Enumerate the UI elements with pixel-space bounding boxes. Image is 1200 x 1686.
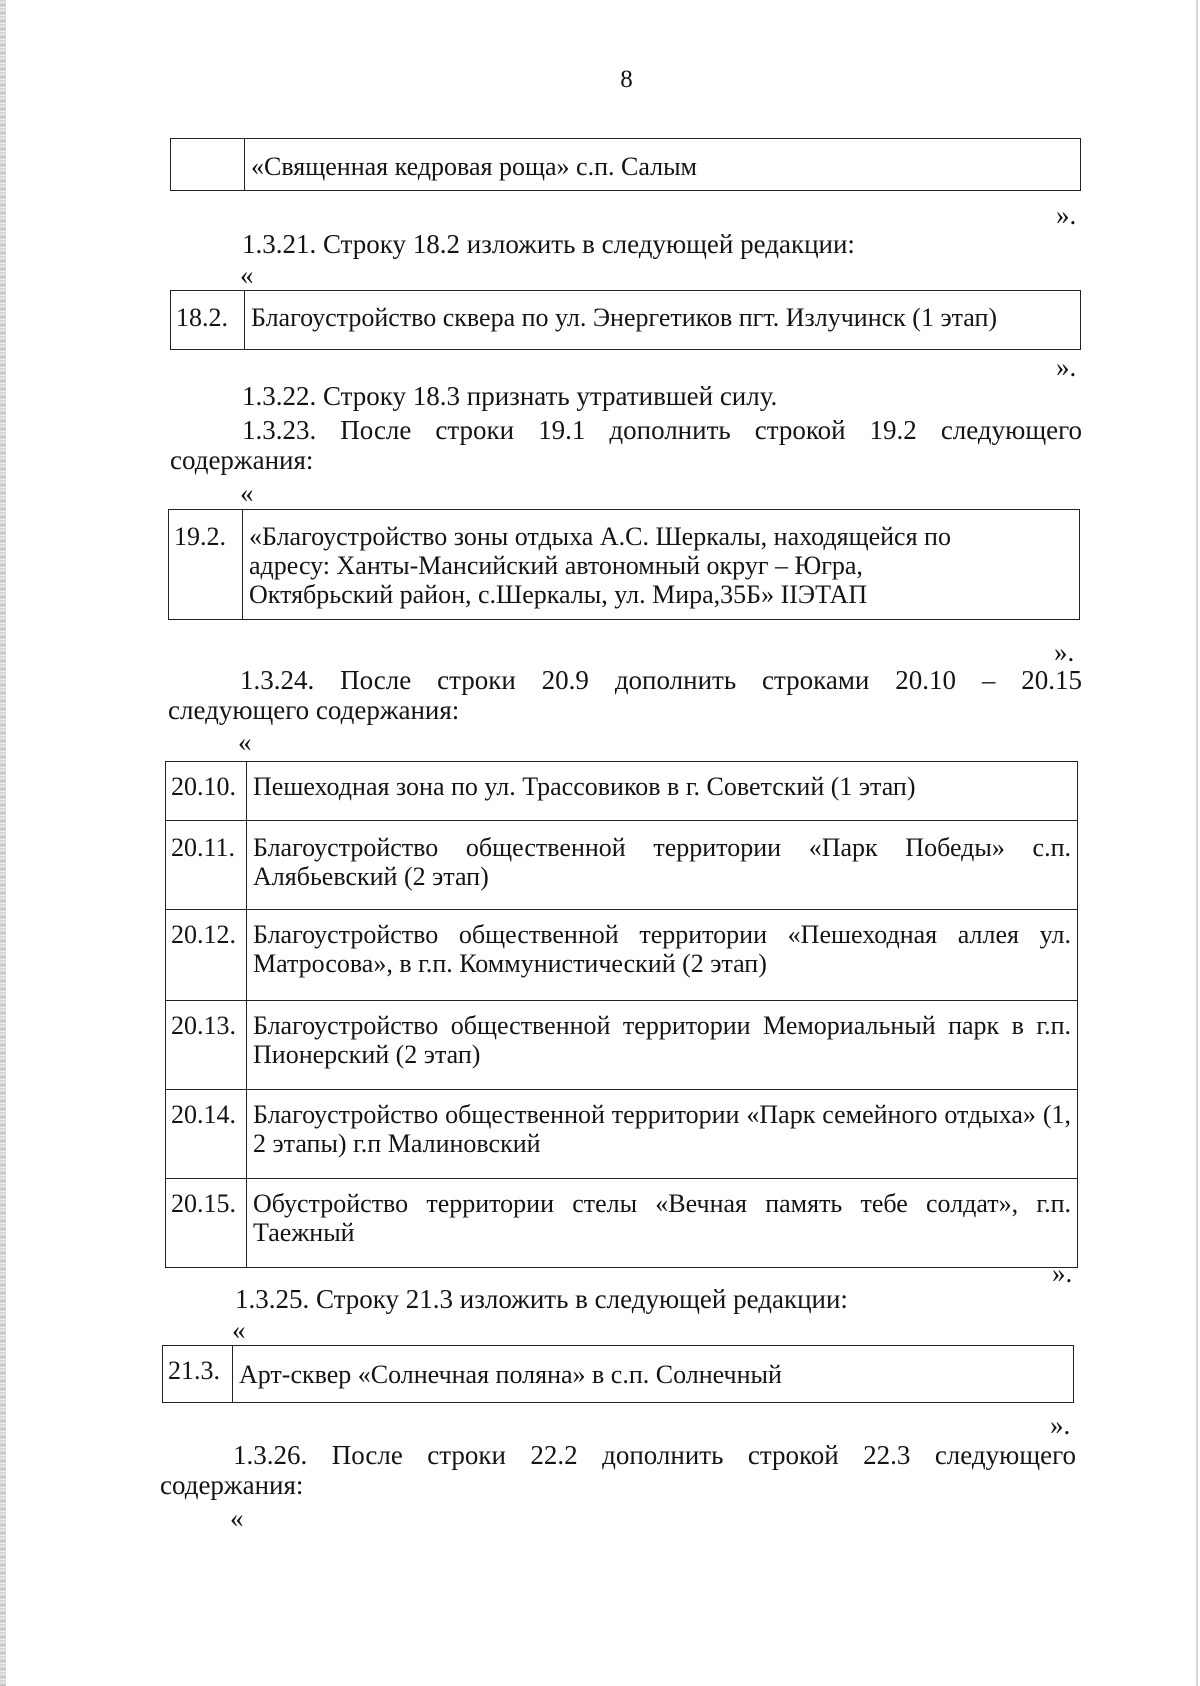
row-number <box>171 139 245 191</box>
instruction-1-3-24-line2: следующего содержания: <box>168 695 460 725</box>
row-text: Пешеходная зона по ул. Трассовиков в г. Советский (1 этап) <box>247 762 1078 821</box>
instruction-1-3-25: 1.3.25. Строку 21.3 изложить в следующей редакции: <box>235 1284 848 1314</box>
instruction-1-3-21: 1.3.21. Строку 18.2 изложить в следующей редакции: <box>242 229 855 259</box>
open-quote: « <box>240 260 254 290</box>
open-quote: « <box>232 1315 246 1345</box>
table-row <box>166 1090 1078 1179</box>
close-quote: ». <box>1056 352 1077 382</box>
row-text-line: Октябрьский район, с.Шеркалы, ул. Мира,35Б» IIЭТАП <box>249 580 868 609</box>
page-number: 8 <box>620 66 633 93</box>
row-text: «Священная кедровая роща» с.п. Салым <box>245 139 1081 191</box>
row-text: Арт-сквер «Солнечная поляна» в с.п. Солнечный <box>233 1346 1074 1403</box>
close-quote: ». <box>1054 637 1075 667</box>
table-row <box>166 1001 1078 1090</box>
row-number: 20.15. <box>166 1179 247 1268</box>
row-text: Благоустройство общественной территории «Пешеходная аллея ул. Матросова», в г.п. Коммунистический (2 этап) <box>247 910 1078 1001</box>
close-quote: ». <box>1056 200 1077 230</box>
instruction-1-3-26-line1: 1.3.26. После строки 22.2 дополнить строкой 22.3 следующего <box>233 1440 1076 1470</box>
table-row <box>166 821 1078 910</box>
open-quote: « <box>238 727 252 757</box>
row-number: 18.2. <box>171 291 245 350</box>
row-number: 20.12. <box>166 910 247 1001</box>
instruction-1-3-23-line2: содержания: <box>170 445 314 475</box>
table-row <box>166 1179 1078 1268</box>
table-row-18-2 <box>170 290 1081 350</box>
row-text-line: «Благоустройство зоны отдыха А.С. Шеркалы, находящейся по <box>249 522 951 551</box>
row-text: Благоустройство общественной территории Мемориальный парк в г.п. Пионерский (2 этап) <box>247 1001 1078 1090</box>
open-quote: « <box>240 478 254 508</box>
scan-edge-left <box>0 0 6 1686</box>
table-row <box>166 910 1078 1001</box>
table-row <box>171 291 1081 350</box>
row-number: 20.14. <box>166 1090 247 1179</box>
row-number: 20.13. <box>166 1001 247 1090</box>
close-quote: ». <box>1050 1410 1071 1440</box>
table-row-21-3 <box>162 1345 1074 1403</box>
table-row <box>171 139 1081 191</box>
table-row <box>163 1346 1074 1403</box>
scan-edge-right <box>1196 0 1198 1686</box>
row-number: 21.3. <box>163 1346 233 1403</box>
row-text: Благоустройство общественной территории «Парк Победы» с.п. Алябьевский (2 этап) <box>247 821 1078 910</box>
table-row <box>166 762 1078 821</box>
table-row <box>169 510 1080 620</box>
instruction-1-3-26-line2: содержания: <box>160 1470 304 1500</box>
table-row-19-2 <box>168 509 1080 620</box>
row-text: Обустройство территории стелы «Вечная память тебе солдат», г.п. Таежный <box>247 1179 1078 1268</box>
open-quote: « <box>230 1503 244 1533</box>
instruction-1-3-24-line1: 1.3.24. После строки 20.9 дополнить строками 20.10 – 20.15 <box>240 665 1082 695</box>
close-quote: ». <box>1052 1258 1073 1288</box>
row-text-line: адресу: Ханты-Мансийский автономный округ – Югра, <box>249 551 863 580</box>
row-text <box>243 510 1080 620</box>
row-number: 19.2. <box>169 510 243 620</box>
row-text: Благоустройство сквера по ул. Энергетиков пгт. Излучинск (1 этап) <box>245 291 1081 350</box>
row-number: 20.10. <box>166 762 247 821</box>
instruction-1-3-23-line1: 1.3.23. После строки 19.1 дополнить строкой 19.2 следующего <box>242 415 1082 445</box>
row-text: Благоустройство общественной территории «Парк семейного отдыха» (1, 2 этапы) г.п Малиновский <box>247 1090 1078 1179</box>
row-number: 20.11. <box>166 821 247 910</box>
table-salym <box>170 138 1081 191</box>
table-rows-20-10-to-20-15 <box>165 761 1078 1268</box>
instruction-1-3-22: 1.3.22. Строку 18.3 признать утратившей силу. <box>242 381 778 411</box>
